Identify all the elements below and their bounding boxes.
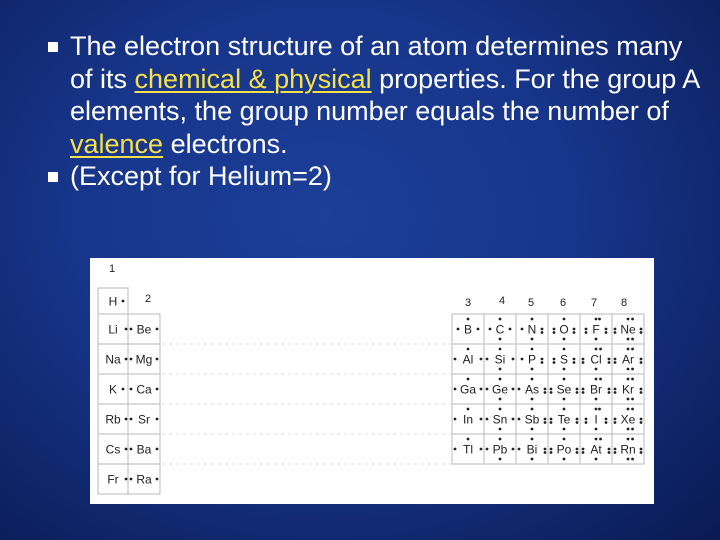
valence-electron-dot <box>125 418 128 421</box>
element-symbol: P <box>527 352 537 367</box>
element-symbol: Te <box>557 412 571 427</box>
valence-electron-dot <box>582 451 585 454</box>
bullet-item <box>48 30 708 160</box>
valence-electron-dot <box>499 348 502 351</box>
valence-electron-dot <box>573 358 576 361</box>
valence-electron-dot <box>585 421 588 424</box>
valence-electron-dot <box>125 358 128 361</box>
element-symbol: Ba <box>136 442 152 457</box>
valence-electron-dot <box>467 318 470 321</box>
valence-electron-dot <box>130 388 133 391</box>
valence-electron-dot <box>499 398 502 401</box>
element-symbol: Se <box>556 382 572 397</box>
valence-electron-dot <box>627 438 630 441</box>
element-symbol: At <box>590 442 602 457</box>
valence-electron-dot <box>631 438 634 441</box>
valence-electron-dot <box>640 331 643 334</box>
valence-electron-dot <box>518 388 521 391</box>
valence-electron-dot <box>605 421 608 424</box>
valence-electron-dot <box>563 408 566 411</box>
valence-electron-dot <box>627 338 630 341</box>
group-number-label: 7 <box>590 297 598 309</box>
valence-electron-dot <box>541 358 544 361</box>
valence-electron-dot <box>608 448 611 451</box>
valence-electron-dot <box>614 361 617 364</box>
valence-electron-dot <box>531 408 534 411</box>
group-number-label: 1 <box>108 263 116 275</box>
element-symbol: Sb <box>524 412 540 427</box>
valence-electron-dot <box>550 448 553 451</box>
valence-electron-dot <box>576 421 579 424</box>
element-symbol: Bi <box>526 442 538 457</box>
valence-electron-dot <box>627 398 630 401</box>
highlighted-term: chemical & physical <box>134 63 372 94</box>
valence-electron-dot <box>563 368 566 371</box>
bullet-list <box>48 30 708 193</box>
valence-electron-dot <box>614 388 617 391</box>
valence-electron-dot <box>614 418 617 421</box>
valence-electron-dot <box>467 438 470 441</box>
valence-electron-dot <box>512 388 515 391</box>
element-symbol: Cs <box>105 442 121 457</box>
valence-electron-dot <box>544 421 547 424</box>
valence-electron-dot <box>608 358 611 361</box>
valence-electron-dot <box>582 361 585 364</box>
valence-electron-dot <box>518 448 521 451</box>
bullet-item <box>48 160 708 193</box>
valence-electron-dot <box>156 478 159 481</box>
valence-electron-dot <box>477 328 480 331</box>
valence-electron-dot <box>550 451 553 454</box>
valence-electron-dot <box>640 358 643 361</box>
valence-electron-dot <box>563 428 566 431</box>
group-number-label: 4 <box>498 295 506 307</box>
valence-electron-dot <box>512 448 515 451</box>
element-symbol: As <box>524 382 540 397</box>
valence-electron-dot <box>544 388 547 391</box>
valence-electron-dot <box>454 418 457 421</box>
valence-electron-dot <box>563 378 566 381</box>
valence-electron-dot <box>585 418 588 421</box>
element-symbol: Na <box>105 352 121 367</box>
valence-electron-dot <box>531 378 534 381</box>
valence-electron-dot <box>454 448 457 451</box>
valence-electron-dot <box>608 361 611 364</box>
valence-electron-dot <box>563 438 566 441</box>
valence-electron-dot <box>576 448 579 451</box>
element-symbol: Rn <box>620 442 636 457</box>
valence-electron-dot <box>521 358 524 361</box>
valence-electron-dot <box>631 378 634 381</box>
element-symbol: Si <box>494 352 506 367</box>
valence-electron-dot <box>585 331 588 334</box>
element-symbol: Br <box>590 382 602 397</box>
valence-electron-dot <box>550 388 553 391</box>
group-number-label: 3 <box>464 297 472 309</box>
valence-electron-dot <box>553 361 556 364</box>
valence-electron-dot <box>631 408 634 411</box>
valence-electron-dot <box>608 388 611 391</box>
valence-electron-dot <box>563 338 566 341</box>
valence-electron-dot <box>480 358 483 361</box>
valence-electron-dot <box>480 448 483 451</box>
element-symbol: Pb <box>492 442 508 457</box>
valence-electron-dot <box>499 338 502 341</box>
valence-electron-dot <box>599 348 602 351</box>
group-number-label: 6 <box>559 297 567 309</box>
bullet-text-segment: (Except for Helium=2) <box>70 161 332 191</box>
valence-electron-dot <box>614 391 617 394</box>
valence-electron-dot <box>156 328 159 331</box>
valence-electron-dot <box>595 458 598 461</box>
valence-electron-dot <box>518 418 521 421</box>
valence-electron-dot <box>640 328 643 331</box>
valence-electron-dot <box>627 408 630 411</box>
valence-electron-dot <box>130 328 133 331</box>
group-number-label: 8 <box>620 297 628 309</box>
valence-electron-dot <box>499 458 502 461</box>
valence-electron-dot <box>595 438 598 441</box>
valence-electron-dot <box>573 331 576 334</box>
valence-electron-dot <box>467 408 470 411</box>
valence-electron-dot <box>640 361 643 364</box>
valence-electron-dot <box>595 408 598 411</box>
valence-electron-dot <box>499 378 502 381</box>
valence-electron-dot <box>614 328 617 331</box>
valence-electron-dot <box>598 318 601 321</box>
valence-electron-dot <box>573 328 576 331</box>
valence-electron-dot <box>531 338 534 341</box>
bullet-text <box>70 31 699 159</box>
valence-electron-dot <box>544 418 547 421</box>
group-number-label: 2 <box>144 293 152 305</box>
valence-electron-dot <box>582 388 585 391</box>
valence-electron-dot <box>631 398 634 401</box>
valence-electron-dot <box>608 451 611 454</box>
valence-electron-dot <box>627 428 630 431</box>
valence-electron-dot <box>467 378 470 381</box>
valence-electron-dot <box>531 458 534 461</box>
valence-electron-dot <box>595 428 598 431</box>
valence-electron-dot <box>512 418 515 421</box>
valence-electron-dot <box>576 451 579 454</box>
valence-electron-dot <box>576 391 579 394</box>
element-symbol: Po <box>556 442 572 457</box>
valence-electron-dot <box>614 358 617 361</box>
valence-electron-dot <box>631 318 634 321</box>
bullet-text-segment: properties. For the group A elements, the group number equals the number of <box>70 63 699 126</box>
element-symbol: H <box>108 294 118 309</box>
valence-electron-dot <box>531 398 534 401</box>
valence-electron-dot <box>595 348 598 351</box>
valence-electron-dot <box>595 318 598 321</box>
valence-electron-dot <box>550 418 553 421</box>
element-symbol: Kr <box>622 382 634 397</box>
valence-electron-dot <box>585 328 588 331</box>
valence-electron-dot <box>156 448 159 451</box>
valence-electron-dot <box>521 328 524 331</box>
element-symbol: Fr <box>107 472 119 487</box>
valence-electron-dot <box>614 451 617 454</box>
valence-electron-dot <box>631 368 634 371</box>
valence-electron-dot <box>467 348 470 351</box>
valence-electron-dot <box>531 438 534 441</box>
valence-electron-dot <box>486 448 489 451</box>
element-symbol: Mg <box>135 352 153 367</box>
valence-electron-dot <box>454 358 457 361</box>
valence-electron-dot <box>457 328 460 331</box>
valence-electron-dot <box>614 331 617 334</box>
valence-electron-dot <box>486 358 489 361</box>
element-symbol: Xe <box>620 412 636 427</box>
element-symbol: I <box>594 412 598 427</box>
element-symbol: Ca <box>136 382 152 397</box>
valence-electron-dot <box>576 418 579 421</box>
element-symbol: Cl <box>590 352 602 367</box>
bullet-text-segment: The electron structure of an atom determines many of its <box>70 31 683 94</box>
valence-electron-dot <box>605 328 608 331</box>
element-symbol: Rb <box>105 412 121 427</box>
valence-electron-dot <box>130 448 133 451</box>
element-symbol: F <box>592 322 600 337</box>
valence-electron-dot <box>598 408 601 411</box>
valence-electron-dot <box>576 388 579 391</box>
valence-electron-dot <box>595 338 598 341</box>
valence-electron-dot <box>454 388 457 391</box>
valence-electron-dot <box>125 328 128 331</box>
element-symbol: Ra <box>136 472 152 487</box>
element-symbol: Sn <box>492 412 508 427</box>
element-symbol: Tl <box>463 442 473 457</box>
valence-electron-dot <box>512 358 515 361</box>
valence-electron-dot <box>531 318 534 321</box>
element-symbol: B <box>463 322 473 337</box>
valence-electron-dot <box>640 448 643 451</box>
valence-electron-dot <box>582 448 585 451</box>
square-bullet-icon <box>48 172 58 182</box>
valence-electron-dot <box>614 421 617 424</box>
element-symbol: S <box>559 352 569 367</box>
valence-electron-dot <box>627 368 630 371</box>
valence-electron-dot <box>544 451 547 454</box>
valence-electron-dot <box>614 448 617 451</box>
lewis-dot-table-svg <box>90 258 654 504</box>
valence-electron-dot <box>553 328 556 331</box>
element-symbol: Ne <box>620 322 636 337</box>
valence-electron-dot <box>489 328 492 331</box>
valence-electron-dot <box>563 398 566 401</box>
highlighted-term: valence <box>70 128 164 159</box>
bullet-text-segment: electrons. <box>163 128 288 159</box>
valence-electron-dot <box>499 408 502 411</box>
element-symbol: Sr <box>138 412 150 427</box>
valence-electron-dot <box>640 391 643 394</box>
valence-electron-dot <box>531 428 534 431</box>
valence-electron-dot <box>599 438 602 441</box>
valence-electron-dot <box>544 391 547 394</box>
element-symbol: Ge <box>491 382 509 397</box>
valence-electron-dot <box>631 348 634 351</box>
valence-electron-dot <box>640 418 643 421</box>
valence-electron-dot <box>509 328 512 331</box>
valence-electron-dot <box>480 418 483 421</box>
valence-electron-dot <box>631 458 634 461</box>
valence-electron-dot <box>550 391 553 394</box>
valence-electron-dot <box>631 428 634 431</box>
valence-electron-dot <box>582 391 585 394</box>
valence-electron-dot <box>156 358 159 361</box>
element-symbol: Ar <box>622 352 634 367</box>
element-symbol: Be <box>136 322 152 337</box>
valence-electron-dot <box>595 378 598 381</box>
element-symbol: Li <box>108 322 118 337</box>
valence-electron-dot <box>640 421 643 424</box>
valence-electron-dot <box>599 378 602 381</box>
valence-electron-dot <box>608 391 611 394</box>
valence-electron-dot <box>499 318 502 321</box>
group-number-label: 5 <box>527 297 535 309</box>
valence-electron-dot <box>531 348 534 351</box>
valence-electron-dot <box>499 368 502 371</box>
valence-electron-dot <box>531 368 534 371</box>
valence-electron-dot <box>573 361 576 364</box>
valence-electron-dot <box>640 451 643 454</box>
valence-electron-dot <box>122 388 125 391</box>
valence-electron-dot <box>122 300 125 303</box>
valence-electron-dot <box>544 448 547 451</box>
valence-electron-dot <box>627 318 630 321</box>
valence-electron-dot <box>595 368 598 371</box>
lewis-dot-periodic-table <box>90 258 654 504</box>
valence-electron-dot <box>125 448 128 451</box>
element-symbol: C <box>495 322 505 337</box>
valence-electron-dot <box>130 358 133 361</box>
valence-electron-dot <box>130 478 133 481</box>
valence-electron-dot <box>582 358 585 361</box>
element-symbol: N <box>527 322 537 337</box>
valence-electron-dot <box>627 378 630 381</box>
valence-electron-dot <box>627 348 630 351</box>
valence-electron-dot <box>553 358 556 361</box>
valence-electron-dot <box>541 331 544 334</box>
valence-electron-dot <box>125 478 128 481</box>
valence-electron-dot <box>605 418 608 421</box>
valence-electron-dot <box>631 338 634 341</box>
valence-electron-dot <box>640 388 643 391</box>
valence-electron-dot <box>627 458 630 461</box>
valence-electron-dot <box>499 428 502 431</box>
valence-electron-dot <box>541 328 544 331</box>
element-symbol: Ga <box>459 382 477 397</box>
valence-electron-dot <box>605 331 608 334</box>
valence-electron-dot <box>486 418 489 421</box>
element-symbol: K <box>108 382 118 397</box>
valence-electron-dot <box>595 398 598 401</box>
valence-electron-dot <box>486 388 489 391</box>
valence-electron-dot <box>563 318 566 321</box>
valence-electron-dot <box>550 421 553 424</box>
bullet-text <box>70 161 332 191</box>
valence-electron-dot <box>553 331 556 334</box>
valence-electron-dot <box>563 458 566 461</box>
valence-electron-dot <box>480 388 483 391</box>
square-bullet-icon <box>48 42 58 52</box>
valence-electron-dot <box>156 388 159 391</box>
element-symbol: O <box>559 322 569 337</box>
valence-electron-dot <box>130 418 133 421</box>
valence-electron-dot <box>563 348 566 351</box>
element-symbol: Al <box>462 352 474 367</box>
element-symbol: In <box>462 412 474 427</box>
valence-electron-dot <box>499 438 502 441</box>
valence-electron-dot <box>156 418 159 421</box>
valence-electron-dot <box>541 361 544 364</box>
